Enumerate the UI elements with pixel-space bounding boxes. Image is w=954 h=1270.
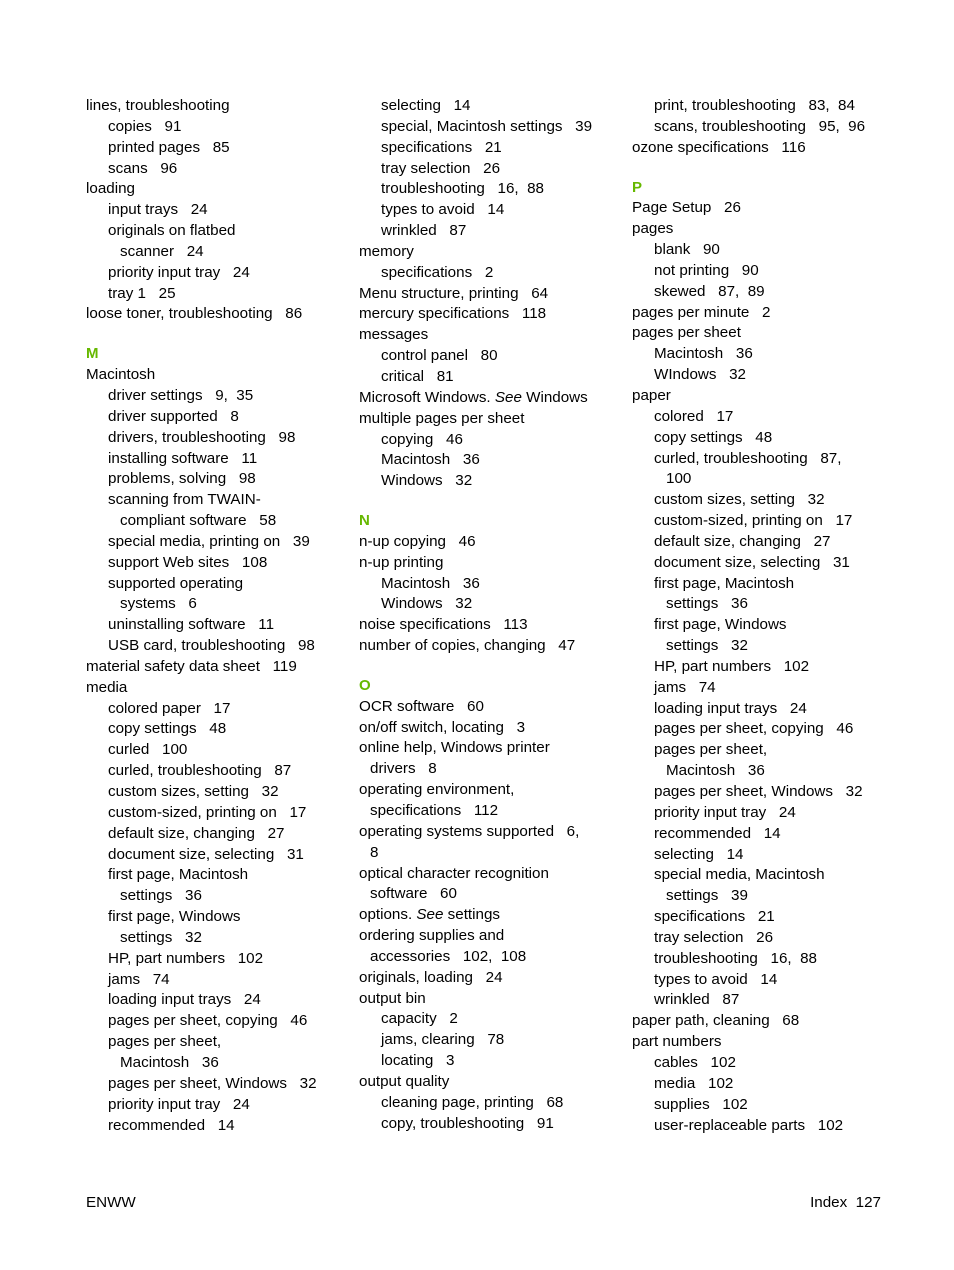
index-subentry: priority input tray 24: [654, 803, 796, 821]
index-entry: noise specifications 113: [359, 616, 528, 634]
index-subentry: first page, Macintosh: [108, 866, 249, 884]
index-entry: operating systems supported 6,: [359, 822, 580, 840]
index-subentry: tray 1 25: [108, 284, 176, 302]
index-entry: pages per sheet: [632, 324, 741, 342]
index-subentry: curled, troubleshooting 87: [108, 762, 292, 780]
index-section-letter: P: [632, 178, 643, 196]
index-subentry: user-replaceable parts 102: [654, 1116, 844, 1134]
index-subentry: 100: [666, 470, 692, 488]
index-subentry: settings 36: [120, 887, 202, 905]
index-entry: memory: [359, 242, 414, 260]
index-subentry: uninstalling software 11: [108, 616, 275, 634]
index-entry: mercury specifications 118: [359, 305, 547, 323]
index-subentry: custom-sized, printing on 17: [654, 512, 853, 530]
footer-publisher: ENWW: [86, 1194, 136, 1211]
index-subentry: recommended 14: [654, 824, 781, 842]
index-entry: output quality: [359, 1072, 450, 1090]
index-subentry: pages per sheet, Windows 32: [108, 1074, 317, 1092]
index-subentry: jams 74: [108, 970, 170, 988]
index-subentry: pages per sheet, Windows 32: [654, 783, 863, 800]
index-subentry: copying 46: [381, 430, 463, 448]
index-entry: lines, troubleshooting: [86, 97, 230, 114]
index-section-letter: M: [86, 345, 99, 363]
index-subentry: cleaning page, printing 68: [381, 1093, 564, 1111]
index-entry: optical character recognition: [359, 864, 549, 882]
index-subentry: tray selection 26: [654, 928, 774, 946]
index-subentry: scanner 24: [120, 242, 204, 260]
index-subentry: scans, troubleshooting 95, 96: [654, 117, 866, 135]
index-entry: messages: [359, 326, 429, 344]
index-entry: paper: [632, 386, 671, 404]
index-subentry: pages per sheet, copying 46: [108, 1012, 308, 1030]
index-subentry: settings 32: [120, 928, 202, 946]
index-subentry: skewed 87, 89: [654, 282, 765, 300]
index-subentry: specifications 2: [381, 263, 494, 281]
index-subentry: special media, Macintosh: [654, 866, 825, 884]
index-subentry: scanning from TWAIN-: [108, 491, 261, 509]
index-entry: output bin: [359, 989, 426, 1007]
index-subentry: input trays 24: [108, 201, 208, 219]
index-subentry: settings 32: [666, 637, 748, 655]
index-subentry: Macintosh 36: [654, 345, 753, 363]
index-subentry: software 60: [370, 885, 457, 903]
index-entry: paper path, cleaning 68: [632, 1012, 800, 1030]
index-subentry: Macintosh 36: [120, 1053, 219, 1071]
index-subentry: wrinkled 87: [381, 222, 467, 240]
index-subentry: curled 100: [108, 741, 188, 759]
index-subentry: pages per sheet,: [108, 1033, 222, 1051]
index-subentry: specifications 112: [370, 802, 499, 819]
index-subentry: media 102: [654, 1074, 734, 1092]
index-entry: ozone specifications 116: [632, 138, 806, 156]
index-subentry: custom-sized, printing on 17: [108, 803, 307, 821]
index-entry: operating environment,: [359, 781, 515, 799]
index-entry: Menu structure, printing 64: [359, 284, 549, 302]
index-subentry: specifications 21: [381, 138, 502, 156]
index-entry: material safety data sheet 119: [86, 657, 297, 675]
index-subentry: support Web sites 108: [108, 553, 268, 571]
index-subentry: first page, Windows: [654, 616, 787, 634]
index-subentry: drivers 8: [370, 760, 437, 778]
index-subentry: selecting 14: [654, 845, 744, 863]
index-entry: online help, Windows printer: [359, 739, 550, 757]
index-subentry: first page, Windows: [108, 908, 241, 926]
index-subentry: special media, printing on 39: [108, 532, 310, 550]
index-entry: loading: [86, 180, 135, 198]
index-subentry: originals on flatbed: [108, 222, 236, 240]
index-subentry: jams, clearing 78: [381, 1031, 505, 1049]
index-entry: on/off switch, locating 3: [359, 718, 526, 736]
index-subentry: troubleshooting 16, 88: [654, 949, 817, 967]
index-subentry: installing software 11: [108, 449, 258, 467]
index-subentry: accessories 102, 108: [370, 947, 527, 965]
index-entry: media: [86, 678, 128, 696]
index-subentry: copy, troubleshooting 91: [381, 1114, 554, 1132]
index-subentry: specifications 21: [654, 908, 775, 926]
index-subentry: Windows 32: [381, 595, 473, 613]
index-entry: Page Setup 26: [632, 199, 741, 217]
index-subentry: jams 74: [654, 678, 716, 696]
index-subentry: 8: [370, 843, 379, 861]
index-subentry: priority input tray 24: [108, 1095, 250, 1113]
index-subentry: pages per sheet, copying 46: [654, 720, 854, 738]
index-subentry: capacity 2: [381, 1010, 458, 1028]
index-subentry: loading input trays 24: [654, 699, 807, 717]
index-subentry: print, troubleshooting 83, 84: [654, 97, 855, 114]
index-subentry: default size, changing 27: [654, 532, 831, 550]
index-entry: loose toner, troubleshooting 86: [86, 305, 303, 323]
index-subentry: types to avoid 14: [654, 970, 778, 988]
index-subentry: priority input tray 24: [108, 263, 250, 281]
index-subentry: Macintosh 36: [381, 451, 480, 469]
index-subentry: supplies 102: [654, 1095, 748, 1113]
index-subentry: settings 39: [666, 887, 748, 905]
index-subentry: colored 17: [654, 407, 734, 425]
index-entry: multiple pages per sheet: [359, 409, 525, 427]
index-subentry: printed pages 85: [108, 138, 230, 156]
index-entry: part numbers: [632, 1033, 722, 1051]
index-subentry: not printing 90: [654, 261, 759, 279]
index-subentry: locating 3: [381, 1052, 455, 1070]
index-subentry: driver supported 8: [108, 407, 239, 425]
index-subentry: USB card, troubleshooting 98: [108, 637, 315, 655]
index-entry: ordering supplies and: [359, 927, 505, 945]
index-subentry: HP, part numbers 102: [108, 949, 264, 967]
index-column-3: [632, 96, 894, 1136]
index-subentry: Windows 32: [381, 472, 473, 490]
index-entry: Microsoft Windows. See Windows: [359, 388, 588, 406]
index-subentry: document size, selecting 31: [654, 553, 850, 571]
index-subentry: types to avoid 14: [381, 201, 505, 219]
index-subentry: curled, troubleshooting 87,: [654, 449, 842, 467]
index-subentry: first page, Macintosh: [654, 574, 795, 592]
index-subentry: copy settings 48: [654, 428, 773, 446]
index-subentry: WIndows 32: [654, 366, 747, 384]
index-subentry: HP, part numbers 102: [654, 657, 810, 675]
index-subentry: supported operating: [108, 574, 244, 592]
index-subentry: driver settings 9, 35: [108, 386, 254, 404]
index-subentry: document size, selecting 31: [108, 845, 304, 863]
index-entry: OCR software 60: [359, 697, 484, 715]
index-subentry: drivers, troubleshooting 98: [108, 428, 296, 446]
index-section-letter: O: [359, 676, 371, 694]
index-subentry: problems, solving 98: [108, 470, 256, 488]
index-subentry: compliant software 58: [120, 512, 277, 530]
index-subentry: troubleshooting 16, 88: [381, 180, 544, 198]
index-subentry: cables 102: [654, 1053, 736, 1071]
index-subentry: custom sizes, setting 32: [108, 783, 279, 800]
index-column-1: [86, 96, 348, 1136]
index-subentry: loading input trays 24: [108, 991, 261, 1009]
index-entry: pages: [632, 220, 674, 238]
index-subentry: Macintosh 36: [381, 574, 480, 592]
index-entry: number of copies, changing 47: [359, 637, 576, 655]
index-subentry: special, Macintosh settings 39: [381, 117, 593, 135]
index-subentry: Macintosh 36: [666, 762, 765, 780]
index-subentry: tray selection 26: [381, 159, 501, 177]
index-entry: n-up printing: [359, 553, 444, 571]
index-subentry: default size, changing 27: [108, 824, 285, 842]
index-entry: Macintosh: [86, 366, 156, 384]
index-subentry: blank 90: [654, 241, 720, 259]
index-subentry: control panel 80: [381, 347, 498, 365]
index-subentry: selecting 14: [381, 97, 471, 114]
index-subentry: colored paper 17: [108, 699, 231, 717]
index-subentry: scans 96: [108, 159, 178, 177]
index-entry: n-up copying 46: [359, 532, 476, 550]
index-entry: options. See settings: [359, 906, 501, 924]
index-subentry: settings 36: [666, 595, 748, 613]
index-subentry: critical 81: [381, 367, 454, 385]
index-subentry: copy settings 48: [108, 720, 227, 738]
index-subentry: systems 6: [120, 595, 197, 613]
index-section-letter: N: [359, 512, 370, 530]
index-column-2: [359, 96, 621, 1135]
index-subentry: copies 91: [108, 117, 182, 135]
index-entry: pages per minute 2: [632, 303, 771, 321]
index-subentry: recommended 14: [108, 1116, 235, 1134]
index-entry: originals, loading 24: [359, 968, 503, 986]
footer-page-number: Index 127: [810, 1194, 881, 1211]
index-subentry: custom sizes, setting 32: [654, 491, 825, 509]
index-subentry: wrinkled 87: [654, 991, 740, 1009]
index-subentry: pages per sheet,: [654, 741, 768, 759]
